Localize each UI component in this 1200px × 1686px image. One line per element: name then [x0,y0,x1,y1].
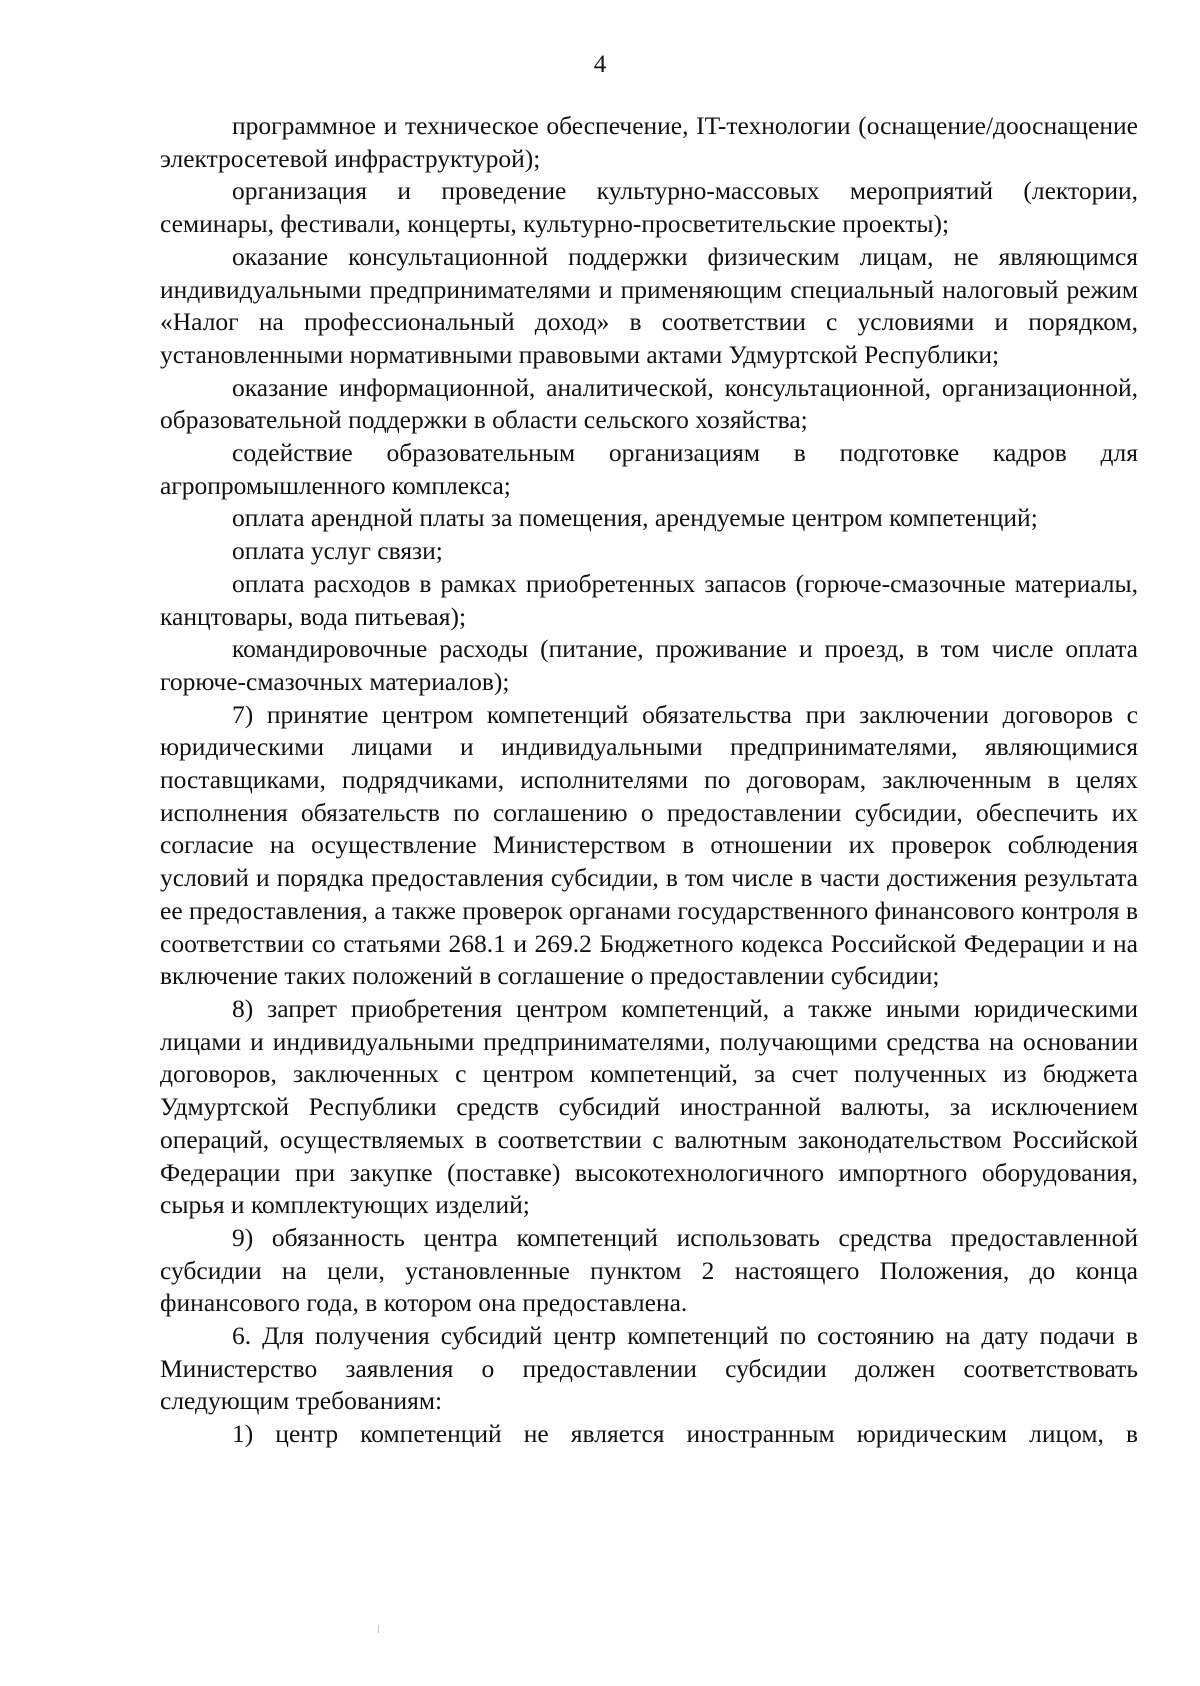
paragraph-software-it: программное и техническое обеспечение, IT-технологии (оснащение/дооснащение электросетевой инфраструктурой); [160,111,1138,173]
paragraph-education-assistance: содействие образовательным организациям в подготовке кадров для агропромышленного комплекса; [160,438,1138,500]
paragraph-consulting-self-employed: оказание консультационной поддержки физическим лицам, не являющимся индивидуальными предпринимателями и применяющим специальный налоговый режим «Налог на профессиональный доход» в соответствии с условиями и порядком, установленными нормативными правовыми актами Удмуртской Республики; [160,241,1138,369]
page-number: 4 [593,51,607,78]
paragraph-inventory-expenses: оплата расходов в рамках приобретенных запасов (горюче-смазочные материалы, канцтовары, вода питьевая); [160,568,1138,631]
paragraph-requirement-1: 1) центр компетенций не является иностранным юридическим лицом, в [232,1419,1138,1449]
paragraph-rent-payment: оплата арендной платы за помещения, арендуемые центром компетенций; [232,503,1038,533]
paragraph-agriculture-support: оказание информационной, аналитической, консультационной, организационной, образовательной поддержки в области сельского хозяйства; [160,372,1138,435]
paragraph-item-8: 8) запрет приобретения центром компетенций, а также иными юридическими лицами и индивидуальными предпринимателями, получающими средства на основании договоров, заключенных с центром компетенций, за счет полученных из бюджета Удмуртской Республики средств субсидий иностранной валюты, за исключением операций, осуществляемых в соответствии с валютным законодательством Российской Федерации при закупке (поставке) высокотехнологичного импортного оборудования, сырья и комплектующих изделий; [160,993,1138,1220]
scan-artifact-mark [378,1625,379,1633]
paragraph-travel-expenses: командировочные расходы (питание, проживание и проезд, в том числе оплата горюче-смазочных материалов); [160,634,1138,696]
document-body [160,110,1138,1451]
paragraph-communication-payment: оплата услуг связи; [232,536,443,566]
paragraph-item-9: 9) обязанность центра компетенций использовать средства предоставленной субсидии на цели, установленные пунктом 2 настоящего Положения, до конца финансового года, в котором она предоставлена. [160,1222,1138,1318]
paragraph-item-7: 7) принятие центром компетенций обязательства при заключении договоров с юридическими лицами и индивидуальными предпринимателями, являющимися поставщиками, подрядчиками, исполнителями по договорам, заключенным в целях исполнения обязательств по соглашению о предоставлении субсидии, обеспечить их согласие на осуществление Министерством в отношении их проверок соблюдения условий и порядка предоставления субсидии, в том числе в части достижения результата ее предоставления, а также проверок органами государственного финансового контроля в соответствии со статьями 268.1 и 269.2 Бюджетного кодекса Российской Федерации и на включение таких положений в соглашение о предоставлении субсидии; [160,699,1138,991]
paragraph-cultural-events: организация и проведение культурно-массовых мероприятий (лектории, семинары, фестивали, концерты, культурно-просветительские проекты); [160,176,1138,239]
paragraph-section-6: 6. Для получения субсидий центр компетенций по состоянию на дату подачи в Министерство заявления о предоставлении субсидии должен соответствовать следующим требованиям: [160,1321,1138,1416]
